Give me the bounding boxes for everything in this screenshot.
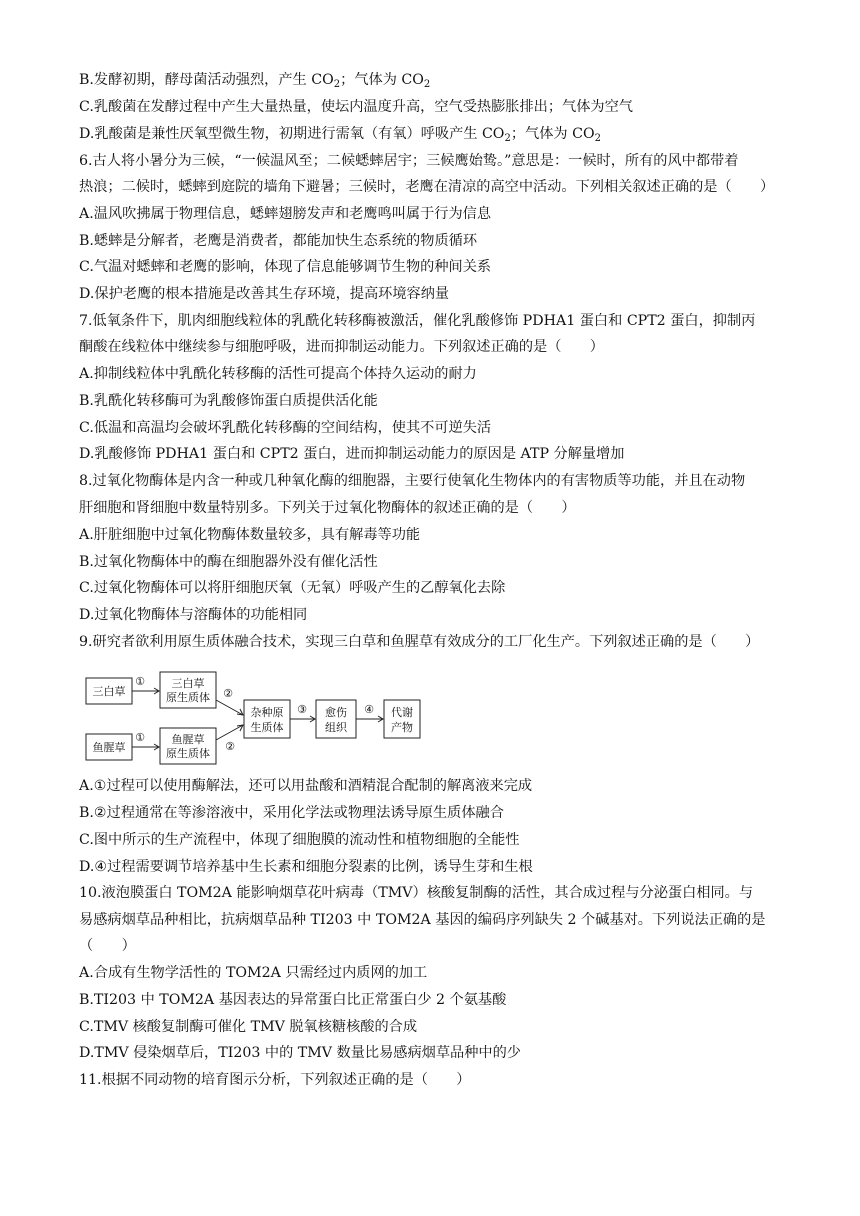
q6-option-d: D.保护老鹰的根本措施是改善其生存环境，提高环境容纳量 bbox=[79, 286, 450, 302]
label-proto2-a: 鱼腥草 bbox=[171, 733, 205, 746]
q10-option-c: C.TMV 核酸复制酶可催化 TMV 脱氧核糖核酸的合成 bbox=[79, 1019, 418, 1035]
label-hybrid-b: 生质体 bbox=[250, 721, 284, 734]
label-proto1-a: 三白草 bbox=[171, 677, 205, 690]
label-plant2: 鱼腥草 bbox=[92, 741, 126, 754]
label-proto1-b: 原生质体 bbox=[166, 691, 210, 704]
q6-option-c: C.气温对蟋蟀和老鹰的影响，体现了信息能够调节生物的种间关系 bbox=[79, 259, 492, 275]
q8-stem-line1: 8.过氧化物酶体是内含一种或几种氧化酶的细胞器，主要行使氧化生物体内的有害物质等功能，并且在动物 bbox=[79, 473, 746, 489]
q7-option-a: A.抑制线粒体中乳酰化转移酶的活性可提高个体持久运动的耐力 bbox=[79, 366, 477, 382]
q8-option-a: A.肝脏细胞中过氧化物酶体数量较多，具有解毒等功能 bbox=[79, 527, 421, 543]
arrow-step2-bottom bbox=[216, 725, 243, 740]
label-step1-bottom: ① bbox=[135, 731, 145, 744]
q6-option-b: B.蟋蟀是分解者，老鹰是消费者，都能加快生态系统的物质循环 bbox=[79, 233, 478, 249]
q9-option-a: A.①过程可以使用酶解法，还可以用盐酸和酒精混合配制的解离液来完成 bbox=[79, 778, 533, 794]
q6-stem-line2: 热浪；二候时，蟋蟀到庭院的墙角下避暑；三候时，老鹰在清凉的高空中活动。下列相关叙述正确的是（ ） bbox=[79, 179, 775, 195]
label-callus-a: 愈伤 bbox=[325, 706, 347, 719]
label-step1-top: ① bbox=[135, 675, 145, 688]
q5-option-b: B.发酵初期，酵母菌活动强烈，产生 $CO_2$；气体为 $CO_2$ bbox=[79, 72, 431, 90]
q7-option-d: D.乳酸修饰 PDHA1 蛋白和 CPT2 蛋白，进而抑制运动能力的原因是 ATP 分解量增加 bbox=[79, 446, 625, 462]
label-step2-bottom: ② bbox=[225, 740, 235, 753]
q8-option-c: C.过氧化物酶体可以将肝细胞厌氧（无氧）呼吸产生的乙醇氧化去除 bbox=[79, 580, 506, 596]
q9-option-b: B.②过程通常在等渗溶液中，采用化学法或物理法诱导原生质体融合 bbox=[79, 805, 504, 821]
q10-option-a: A.合成有生物学活性的 TOM2A 只需经过内质网的加工 bbox=[79, 965, 428, 981]
q9-option-d: D.④过程需要调节培养基中生长素和细胞分裂素的比例，诱导生芽和生根 bbox=[79, 859, 533, 875]
q10-stem-line2: 易感病烟草品种相比，抗病烟草品种 TI203 中 TOM2A 基因的编码序列缺失 2 个碱基对。下列说法正确的是 bbox=[79, 912, 766, 928]
q7-option-c: C.低温和高温均会破坏乳酰化转移酶的空间结构，使其不可逆失活 bbox=[79, 420, 492, 436]
q7-stem-line1: 7.低氧条件下，肌肉细胞线粒体的乳酰化转移酶被激活，催化乳酸修饰 PDHA1 蛋白和 CPT2 蛋白，抑制丙 bbox=[79, 313, 756, 329]
q6-option-a: A.温风吹拂属于物理信息，蟋蟀翅膀发声和老鹰鸣叫属于行为信息 bbox=[79, 206, 492, 222]
label-plant1: 三白草 bbox=[92, 685, 126, 698]
label-step2-top: ② bbox=[223, 687, 233, 700]
label-hybrid-a: 杂种原 bbox=[250, 706, 284, 719]
q11-stem: 11.根据不同动物的培育图示分析，下列叙述正确的是（ ） bbox=[79, 1072, 471, 1088]
q10-option-d: D.TMV 侵染烟草后，TI203 中的 TMV 数量比易感病烟草品种中的少 bbox=[79, 1045, 521, 1061]
q5-option-c: C.乳酸菌在发酵过程中产生大量热量，使坛内温度升高，空气受热膨胀排出；气体为空气 bbox=[79, 99, 633, 115]
q10-stem-line1: 10.液泡膜蛋白 TOM2A 能影响烟草花叶病毒（TMV）核酸复制酶的活性，其合成过程与分泌蛋白相同。与 bbox=[79, 885, 754, 901]
q10-option-b: B.TI203 中 TOM2A 基因表达的异常蛋白比正常蛋白少 2 个氨基酸 bbox=[79, 992, 507, 1008]
label-step4: ④ bbox=[364, 703, 374, 716]
q5-option-d: D.乳酸菌是兼性厌氧型微生物，初期进行需氧（有氧）呼吸产生 $CO_2$；气体为 $CO_2$ bbox=[79, 126, 601, 144]
label-step3: ③ bbox=[297, 703, 307, 716]
label-product-a: 代谢 bbox=[391, 706, 413, 719]
q10-stem-line3: （ ） bbox=[79, 938, 136, 954]
label-product-b: 产物 bbox=[391, 721, 413, 734]
protoplast-fusion-diagram bbox=[80, 670, 440, 775]
q7-stem-line2: 酮酸在线粒体中继续参与细胞呼吸，进而抑制运动能力。下列叙述正确的是（ ） bbox=[79, 339, 604, 355]
q8-stem-line2: 肝细胞和肾细胞中数量特别多。下列关于过氧化物酶体的叙述正确的是（ ） bbox=[79, 500, 576, 516]
q7-option-b: B.乳酰化转移酶可为乳酸修饰蛋白质提供活化能 bbox=[79, 393, 378, 409]
label-proto2-b: 原生质体 bbox=[166, 747, 210, 760]
q8-option-b: B.过氧化物酶体中的酶在细胞器外没有催化活性 bbox=[79, 554, 378, 570]
q9-stem: 9.研究者欲利用原生质体融合技术，实现三白草和鱼腥草有效成分的工厂化生产。下列叙述正确的是（ ） bbox=[79, 634, 760, 650]
arrow-step2-top bbox=[216, 700, 243, 715]
q8-option-d: D.过氧化物酶体与溶酶体的功能相同 bbox=[79, 607, 308, 623]
label-callus-b: 组织 bbox=[325, 721, 347, 734]
q6-stem-line1: 6.古人将小暑分为三候，“一候温风至；二候蟋蟀居宇；三候鹰始鸷。”意思是：一候时，所有的风中都带着 bbox=[79, 153, 739, 169]
q9-option-c: C.图中所示的生产流程中，体现了细胞膜的流动性和植物细胞的全能性 bbox=[79, 832, 520, 848]
